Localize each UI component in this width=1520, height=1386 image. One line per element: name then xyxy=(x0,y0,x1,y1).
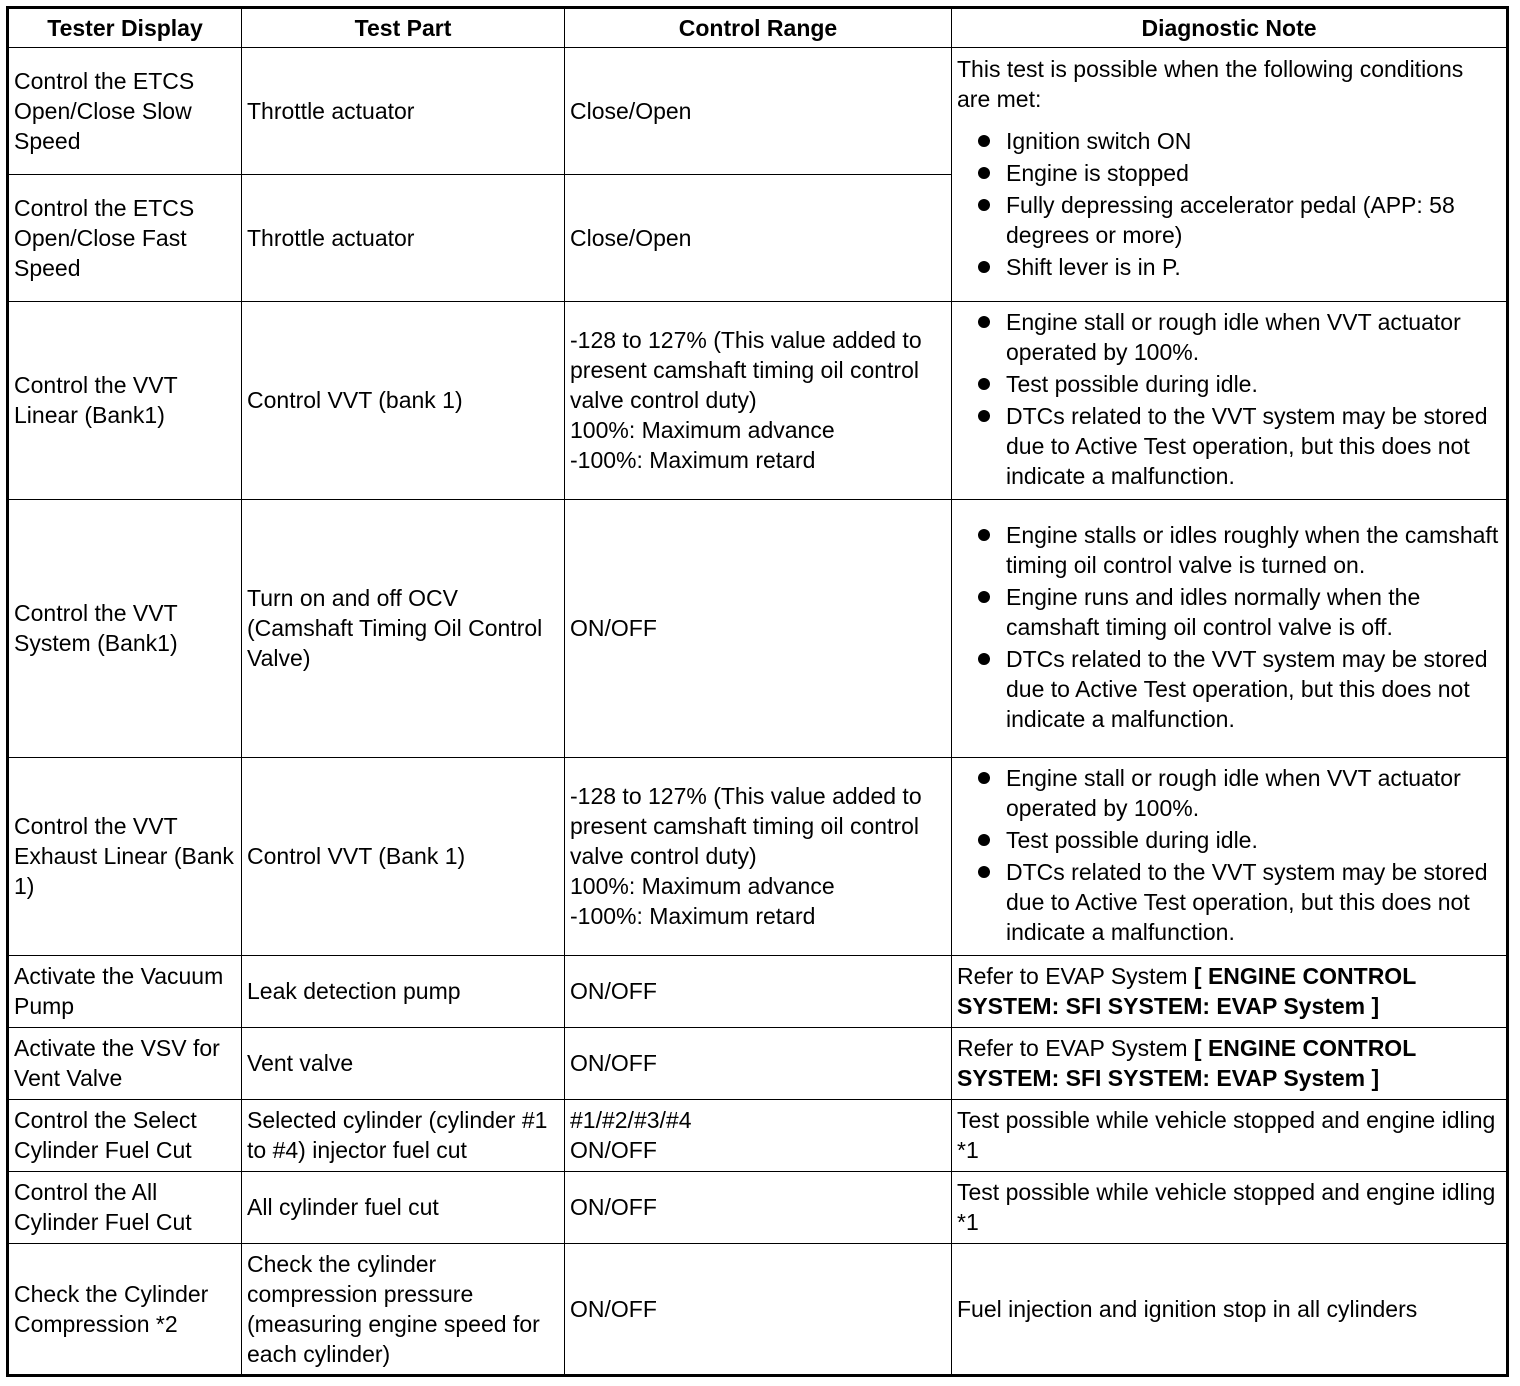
bullet-icon xyxy=(978,199,990,211)
cell-control-range: -128 to 127% (This value added to present camshaft timing oil control valve control duty) 100%: Maximum advance -100%: Maximum retard xyxy=(565,302,952,500)
header-diagnostic-note: Diagnostic Note xyxy=(952,8,1508,48)
cell-diagnostic-note: Fuel injection and ignition stop in all cylinders xyxy=(952,1244,1508,1376)
cell-test-part: Vent valve xyxy=(242,1028,565,1100)
cell-tester-display: Control the VVT Linear (Bank1) xyxy=(8,302,242,500)
cell-control-range: ON/OFF xyxy=(565,956,952,1028)
table-row xyxy=(8,956,1508,1028)
table-row xyxy=(8,758,1508,956)
cell-tester-display: Control the Select Cylinder Fuel Cut xyxy=(8,1100,242,1172)
note-list xyxy=(957,763,1501,947)
cell-diagnostic-note xyxy=(952,1028,1508,1100)
list-item: Ignition switch ON xyxy=(957,126,1501,156)
table-row xyxy=(8,500,1508,758)
list-item: DTCs related to the VVT system may be stored due to Active Test operation, but this does not indicate a malfunction. xyxy=(957,644,1501,734)
note-prefix: Refer to EVAP System xyxy=(957,963,1188,989)
cell-diagnostic-note xyxy=(952,302,1508,500)
note-list xyxy=(957,307,1501,491)
cell-control-range: Close/Open xyxy=(565,175,952,302)
list-item: DTCs related to the VVT system may be stored due to Active Test operation, but this does not indicate a malfunction. xyxy=(957,857,1501,947)
cell-test-part: Turn on and off OCV (Camshaft Timing Oil Control Valve) xyxy=(242,500,565,758)
cross-reference: [ ENGINE CONTROL SYSTEM: SFI SYSTEM: EVAP System ] xyxy=(957,963,1416,1019)
bullet-icon xyxy=(978,167,990,179)
cell-tester-display: Control the VVT System (Bank1) xyxy=(8,500,242,758)
cell-diagnostic-note xyxy=(952,48,1508,302)
cell-control-range: #1/#2/#3/#4 ON/OFF xyxy=(565,1100,952,1172)
bullet-icon xyxy=(978,261,990,273)
cell-tester-display: Activate the Vacuum Pump xyxy=(8,956,242,1028)
header-tester-display: Tester Display xyxy=(8,8,242,48)
table-row xyxy=(8,1028,1508,1100)
table-row xyxy=(8,1244,1508,1376)
bullet-icon xyxy=(978,591,990,603)
bullet-icon xyxy=(978,529,990,541)
cell-test-part: Leak detection pump xyxy=(242,956,565,1028)
bullet-icon xyxy=(978,834,990,846)
list-item: Fully depressing accelerator pedal (APP: 58 degrees or more) xyxy=(957,190,1501,250)
list-item: DTCs related to the VVT system may be stored due to Active Test operation, but this does not indicate a malfunction. xyxy=(957,401,1501,491)
cell-tester-display: Activate the VSV for Vent Valve xyxy=(8,1028,242,1100)
cell-diagnostic-note xyxy=(952,500,1508,758)
list-item: Engine is stopped xyxy=(957,158,1501,188)
bullet-icon xyxy=(978,653,990,665)
list-item: Test possible during idle. xyxy=(957,825,1501,855)
bullet-icon xyxy=(978,772,990,784)
header-control-range: Control Range xyxy=(565,8,952,48)
cell-tester-display: Control the All Cylinder Fuel Cut xyxy=(8,1172,242,1244)
cell-test-part: Check the cylinder compression pressure (measuring engine speed for each cylinder) xyxy=(242,1244,565,1376)
cell-tester-display: Control the ETCS Open/Close Slow Speed xyxy=(8,48,242,175)
list-item: Shift lever is in P. xyxy=(957,252,1501,282)
note-list xyxy=(957,520,1501,734)
table-row xyxy=(8,1100,1508,1172)
bullet-icon xyxy=(978,866,990,878)
cell-control-range: -128 to 127% (This value added to present camshaft timing oil control valve control duty) 100%: Maximum advance -100%: Maximum retard xyxy=(565,758,952,956)
cell-test-part: Control VVT (Bank 1) xyxy=(242,758,565,956)
list-item: Engine stall or rough idle when VVT actuator operated by 100%. xyxy=(957,307,1501,367)
cell-control-range: Close/Open xyxy=(565,48,952,175)
cell-control-range: ON/OFF xyxy=(565,1028,952,1100)
cell-tester-display: Check the Cylinder Compression *2 xyxy=(8,1244,242,1376)
cell-test-part: Selected cylinder (cylinder #1 to #4) injector fuel cut xyxy=(242,1100,565,1172)
cell-test-part: Throttle actuator xyxy=(242,48,565,175)
cell-test-part: Control VVT (bank 1) xyxy=(242,302,565,500)
cell-control-range: ON/OFF xyxy=(565,500,952,758)
page xyxy=(6,6,1509,1377)
cell-test-part: All cylinder fuel cut xyxy=(242,1172,565,1244)
bullet-icon xyxy=(978,316,990,328)
note-intro: This test is possible when the following conditions are met: xyxy=(957,56,1464,112)
cell-diagnostic-note: Test possible while vehicle stopped and engine idling *1 xyxy=(952,1172,1508,1244)
header-row xyxy=(8,8,1508,48)
bullet-icon xyxy=(978,135,990,147)
cross-reference: [ ENGINE CONTROL SYSTEM: SFI SYSTEM: EVAP System ] xyxy=(957,1035,1416,1091)
cell-tester-display: Control the VVT Exhaust Linear (Bank 1) xyxy=(8,758,242,956)
cell-control-range: ON/OFF xyxy=(565,1172,952,1244)
cell-tester-display: Control the ETCS Open/Close Fast Speed xyxy=(8,175,242,302)
cell-test-part: Throttle actuator xyxy=(242,175,565,302)
active-test-table xyxy=(6,6,1509,1377)
cell-diagnostic-note xyxy=(952,758,1508,956)
cell-diagnostic-note: Test possible while vehicle stopped and engine idling *1 xyxy=(952,1100,1508,1172)
table-row xyxy=(8,1172,1508,1244)
cell-control-range: ON/OFF xyxy=(565,1244,952,1376)
list-item: Engine stall or rough idle when VVT actuator operated by 100%. xyxy=(957,763,1501,823)
table-row xyxy=(8,48,1508,175)
list-item: Engine runs and idles normally when the camshaft timing oil control valve is off. xyxy=(957,582,1501,642)
table-row xyxy=(8,302,1508,500)
bullet-icon xyxy=(978,378,990,390)
note-prefix: Refer to EVAP System xyxy=(957,1035,1188,1061)
list-item: Test possible during idle. xyxy=(957,369,1501,399)
note-list xyxy=(957,126,1501,282)
bullet-icon xyxy=(978,410,990,422)
header-test-part: Test Part xyxy=(242,8,565,48)
list-item: Engine stalls or idles roughly when the camshaft timing oil control valve is turned on. xyxy=(957,520,1501,580)
cell-diagnostic-note xyxy=(952,956,1508,1028)
